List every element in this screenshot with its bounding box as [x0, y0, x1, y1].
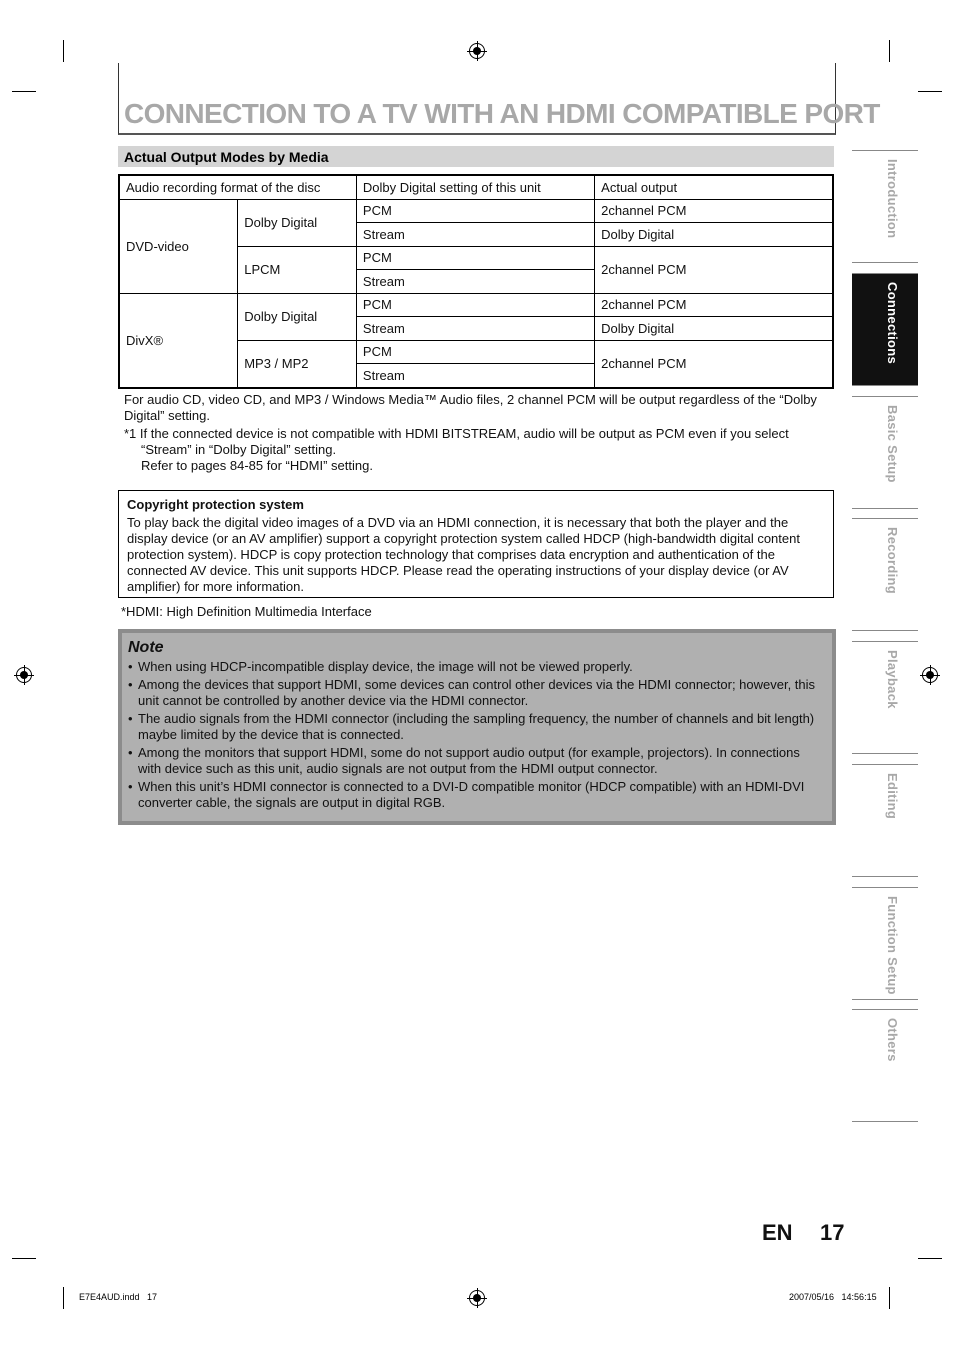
note-item: [128, 745, 826, 777]
side-tab-label: Others: [885, 1018, 900, 1062]
table-cell-output: Dolby Digital: [595, 223, 833, 247]
table-cell-format: DivX®: [119, 293, 238, 388]
note-item: [128, 659, 826, 675]
crop-mark: [918, 1258, 942, 1259]
table-header: Audio recording format of the disc: [119, 175, 356, 199]
table-cell-codec: Dolby Digital: [238, 293, 357, 340]
side-tab-recording[interactable]: [852, 518, 918, 631]
side-tab-others[interactable]: [852, 1009, 918, 1122]
side-tab-label: Connections: [885, 282, 900, 365]
note-item-text: Among the monitors that support HDMI, some do not support audio output (for example, projectors). In connections with device such as this unit, audio signals are not output from the HDMI output connector.: [138, 745, 800, 776]
registration-mark-icon: [922, 667, 938, 683]
section-title: Actual Output Modes by Media: [124, 149, 329, 165]
audio-cd-note: For audio CD, video CD, and MP3 / Windows Media™ Audio files, 2 channel PCM will be output regardless of the “Dolby Digital” setting.: [124, 392, 817, 423]
page-number: 17: [820, 1220, 845, 1245]
table-cell-setting: Stream: [356, 223, 594, 247]
table-cell-output: 2channel PCM: [595, 340, 833, 388]
table-cell-setting: PCM: [356, 246, 594, 270]
registration-mark-icon: [469, 1290, 485, 1306]
side-tab-basic-setup[interactable]: [852, 396, 918, 509]
crop-mark: [63, 40, 64, 62]
copyright-title: Copyright protection system: [127, 497, 304, 512]
registration-mark-icon: [469, 43, 485, 59]
bullet-icon: •: [128, 779, 133, 794]
crop-mark: [12, 91, 36, 92]
note-item-text: Among the devices that support HDMI, some devices can control other devices via the HDMI connector; however, this unit cannot be controlled by another device via the HDMI connector.: [138, 677, 816, 708]
table-cell-setting: PCM: [356, 293, 594, 317]
footnote-1: *1 If the connected device is not compatible with HDMI BITSTREAM, audio will be output as PCM even if you select: [124, 426, 789, 441]
side-tab-label: Introduction: [885, 159, 900, 239]
crop-mark: [918, 91, 942, 92]
table-cell-setting: Stream: [356, 317, 594, 341]
footnote-1-line3: Refer to pages 84-85 for “HDMI” setting.: [141, 458, 373, 473]
table-header: Dolby Digital setting of this unit: [356, 175, 594, 199]
note-item-text: When using HDCP-incompatible display device, the image will not be viewed properly.: [138, 659, 633, 674]
table-cell-codec: LPCM: [238, 246, 357, 293]
side-tab-editing[interactable]: [852, 764, 918, 877]
side-tab-label: Playback: [885, 650, 900, 709]
table-cell-output: 2channel PCM: [595, 199, 833, 223]
bullet-icon: •: [128, 711, 133, 726]
table-header: Actual output: [595, 175, 833, 199]
note-item: [128, 779, 826, 811]
side-tab-label: Function Setup: [885, 896, 900, 995]
note-item: [128, 711, 826, 743]
footer-datetime: 2007/05/16 14:56:15: [789, 1292, 877, 1302]
crop-mark: [12, 1258, 36, 1259]
side-tab-label: Recording: [885, 527, 900, 594]
note-item-text: When this unit’s HDMI connector is connected to a DVI-D compatible monitor (HDCP compatible) with an HDMI-DVI converter cable, the signals are output in digital RGB.: [138, 779, 805, 810]
table-cell-codec: Dolby Digital: [238, 199, 357, 246]
table-cell-format: DVD-video: [119, 199, 238, 293]
table-cell-setting: Stream: [356, 270, 594, 294]
table-cell-output: 2channel PCM: [595, 293, 833, 317]
table-cell-codec: MP3 / MP2: [238, 340, 357, 388]
output-modes-table: [118, 174, 834, 389]
side-tab-function-setup[interactable]: [852, 887, 918, 1000]
language-code: EN: [762, 1220, 793, 1245]
table-cell-setting: PCM: [356, 340, 594, 364]
footnote-1-line2: “Stream” in “Dolby Digital” setting.: [141, 442, 337, 457]
note-item: [128, 677, 826, 709]
table-header-row: [119, 175, 833, 199]
note-item-text: The audio signals from the HDMI connector (including the sampling frequency, the number of channels and bit length) maybe limited by the device that is connected.: [138, 711, 815, 742]
footer-file: E7E4AUD.indd 17: [79, 1292, 158, 1302]
hdmi-definition: *HDMI: High Definition Multimedia Interface: [121, 604, 372, 619]
side-tab-connections[interactable]: [852, 273, 918, 386]
crop-mark: [889, 40, 890, 62]
crop-mark: [889, 1287, 890, 1309]
side-tab-playback[interactable]: [852, 641, 918, 754]
crop-mark: [63, 1287, 64, 1309]
copyright-box: [118, 490, 834, 598]
note-title: Note: [128, 639, 164, 656]
bullet-icon: •: [128, 677, 133, 692]
table-cell-setting: Stream: [356, 364, 594, 388]
copyright-body: To play back the digital video images of a DVD via an HDMI connection, it is necessary that both the player and the display device (or an AV amplifier) support a copyright protection system called HDCP (high-bandwidth digital content protection system). HDCP is copy protection technology that comprises data encryption and authentication of the connected AV device. This unit supports HDCP. Please read the operating instructions of your display device (or AV amplifier) for more information.: [127, 515, 800, 594]
bullet-icon: •: [128, 745, 133, 760]
side-tab-label: Basic Setup: [885, 405, 900, 483]
note-box: [118, 629, 836, 825]
registration-mark-icon: [16, 667, 32, 683]
table-cell-setting: PCM: [356, 199, 594, 223]
page-title: CONNECTION TO A TV WITH AN HDMI COMPATIBLE PORT: [124, 98, 880, 129]
table-row: [119, 293, 833, 317]
side-tab-label: Editing: [885, 773, 900, 820]
bullet-icon: •: [128, 659, 133, 674]
table-cell-output: 2channel PCM: [595, 246, 833, 293]
table-row: [119, 199, 833, 223]
side-tab-introduction[interactable]: [852, 150, 918, 263]
table-cell-output: Dolby Digital: [595, 317, 833, 341]
